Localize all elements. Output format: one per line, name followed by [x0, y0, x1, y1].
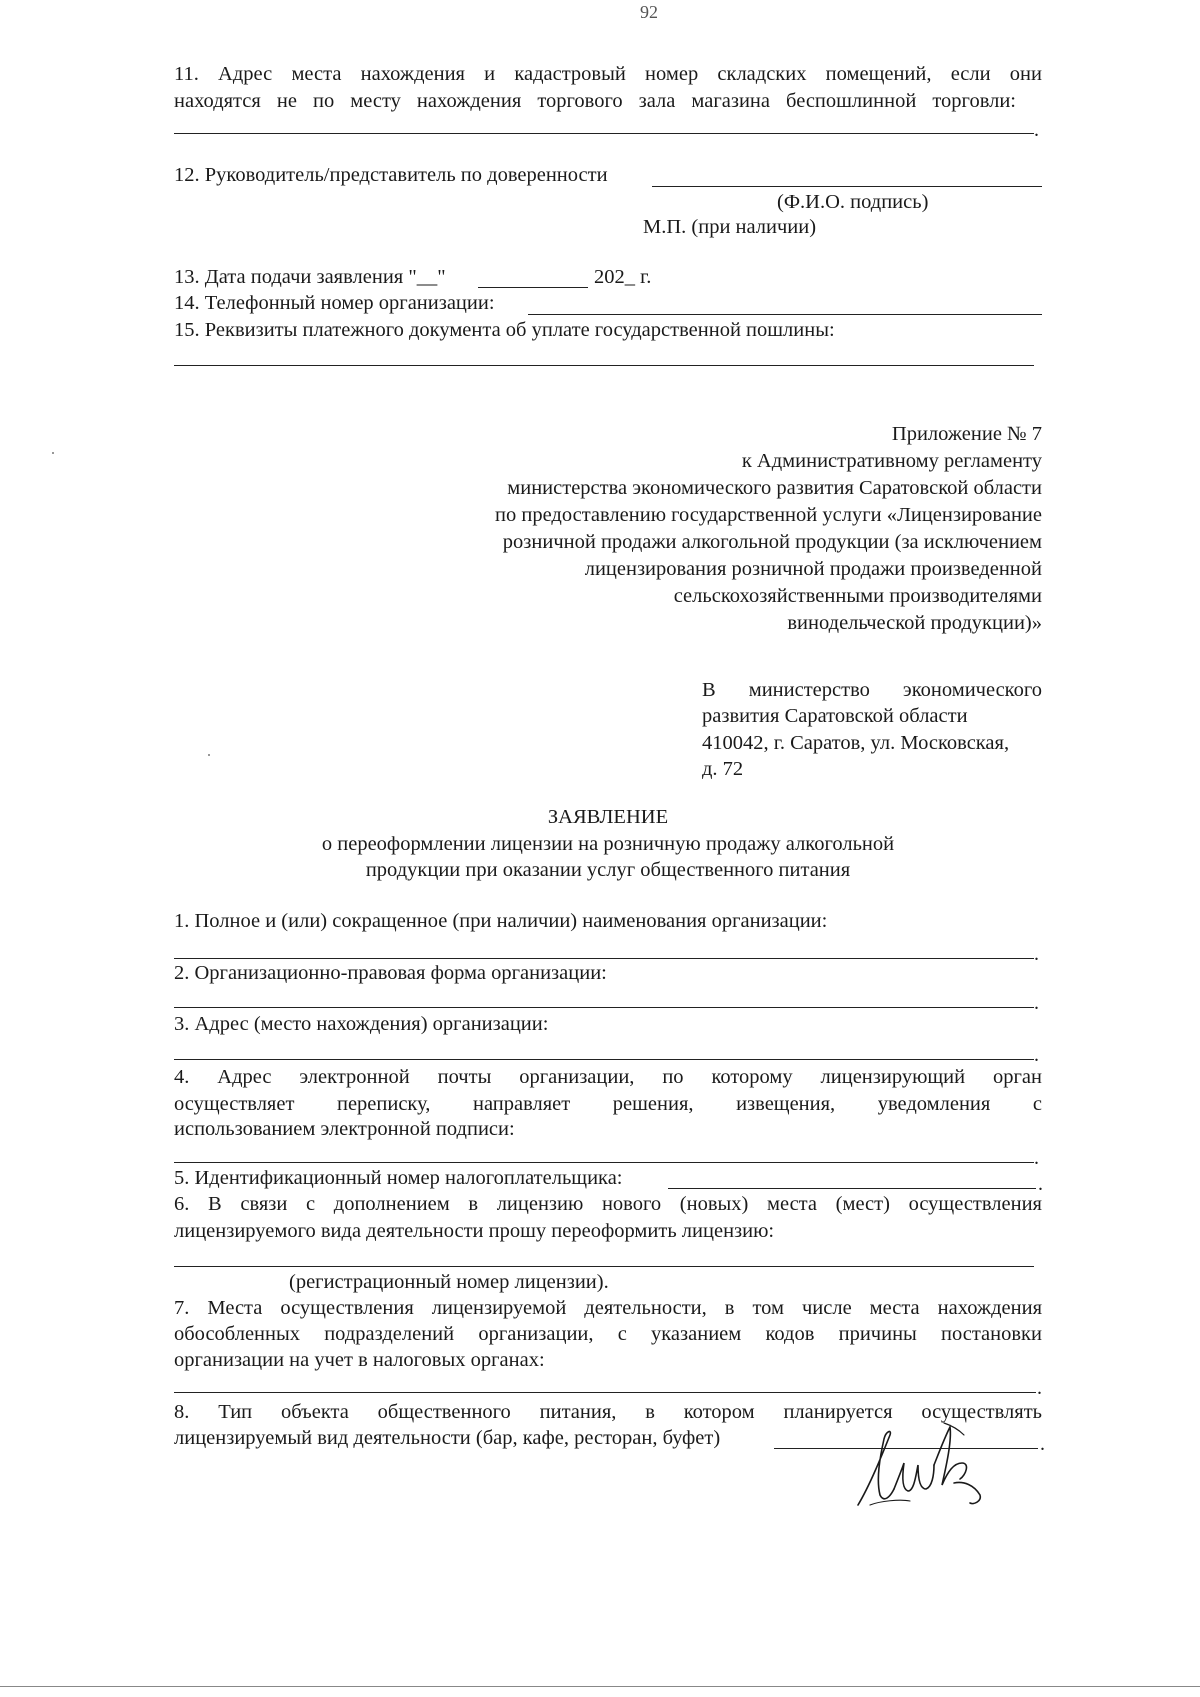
page-bottom-edge — [0, 1686, 1200, 1687]
item-13-label: 13. Дата подачи заявления "__" — [174, 266, 446, 288]
item-13-year: 202_ г. — [594, 266, 652, 288]
form-item-7-line-1: 7. Места осуществления лицензируемой деятельности, в том числе места нахождения — [174, 1297, 1042, 1319]
page-number: 92 — [640, 2, 658, 22]
form-item-4-line-1: 4. Адрес электронной почты организации, по которому лицензирующий орган — [174, 1066, 1042, 1088]
form-item-4-period: . — [1034, 1147, 1039, 1169]
scan-speck — [208, 754, 210, 756]
form-item-1: 1. Полное и (или) сокращенное (при наличии) наименования организации: — [174, 910, 828, 932]
form-item-5: 5. Идентификационный номер налогоплательщика: — [174, 1167, 623, 1189]
form-item-6-caption: (регистрационный номер лицензии). — [289, 1271, 609, 1293]
handwritten-signature — [840, 1405, 1000, 1525]
item-11-line-2: находятся не по месту нахождения торгового зала магазина беспошлинной торговли: — [174, 90, 1016, 112]
stamp-caption: М.П. (при наличии) — [643, 216, 817, 238]
appendix-line-6: лицензирования розничной продажи произведенной — [584, 558, 1042, 580]
item-12-fill-line — [652, 186, 1042, 187]
form-item-8-line-1: 8. Тип объекта общественного питания, в котором планируется осуществлять — [174, 1401, 1042, 1423]
document-title: ЗАЯВЛЕНИЕ — [547, 806, 669, 828]
form-item-2-period: . — [1034, 992, 1039, 1014]
form-item-7-line-3: организации на учет в налоговых органах: — [174, 1349, 545, 1371]
form-item-4-fill-line — [174, 1162, 1034, 1163]
item-12-caption: (Ф.И.О. подпись) — [777, 191, 929, 213]
item-15-label: 15. Реквизиты платежного документа об уплате государственной пошлины: — [174, 319, 835, 341]
item-14-fill-line — [528, 314, 1042, 315]
appendix-line-4: по предоставлению государственной услуги «Лицензирование — [495, 504, 1042, 526]
item-12-label: 12. Руководитель/представитель по доверенности — [174, 164, 608, 186]
item-14-label: 14. Телефонный номер организации: — [174, 292, 495, 314]
form-item-8-line-2: лицензируемый вид деятельности (бар, кафе, ресторан, буфет) — [174, 1427, 721, 1449]
item-11-period: . — [1034, 119, 1039, 141]
appendix-line-1: Приложение № 7 — [891, 423, 1042, 445]
appendix-line-5: розничной продажи алкогольной продукции (за исключением — [502, 531, 1042, 553]
form-item-4-line-3: использованием электронной подписи: — [174, 1118, 515, 1140]
addressee-line-4: д. 72 — [702, 758, 744, 780]
form-item-3-period: . — [1034, 1044, 1039, 1066]
form-item-6-line-1: 6. В связи с дополнением в лицензию нового (новых) места (мест) осуществления — [174, 1193, 1042, 1215]
addressee-line-2: развития Саратовской области — [702, 705, 968, 727]
form-item-7-line-2: обособленных подразделений организации, с указанием кодов причины постановки — [174, 1323, 1042, 1345]
form-item-7-period: . — [1037, 1377, 1042, 1399]
form-item-1-fill-line — [174, 958, 1034, 959]
item-15-fill-line — [174, 365, 1034, 366]
form-item-5-fill-line — [668, 1188, 1036, 1189]
form-item-1-period: . — [1034, 943, 1039, 965]
form-item-8-period: . — [1040, 1433, 1045, 1455]
form-item-5-period: . — [1038, 1173, 1043, 1195]
appendix-line-7: сельскохозяйственными производителями — [673, 585, 1042, 607]
scan-speck — [52, 452, 54, 454]
item-13-month-line — [478, 287, 588, 288]
document-subtitle-line-2: продукции при оказании услуг общественного питания — [365, 859, 851, 881]
appendix-block — [400, 421, 1042, 637]
appendix-line-2: к Административному регламенту — [741, 450, 1042, 472]
addressee-line-1: В министерство экономического — [702, 679, 1042, 701]
form-item-4-line-2: осуществляет переписку, направляет решения, извещения, уведомления с — [174, 1093, 1042, 1115]
form-item-7-fill-line — [174, 1392, 1036, 1393]
item-11-fill-line — [174, 133, 1034, 134]
document-subtitle-line-1: о переоформлении лицензии на розничную продажу алкогольной — [321, 833, 895, 855]
form-item-6-line-2: лицензируемого вида деятельности прошу переоформить лицензию: — [174, 1220, 775, 1242]
form-item-3: 3. Адрес (место нахождения) организации: — [174, 1013, 549, 1035]
form-item-3-fill-line — [174, 1059, 1034, 1060]
form-item-6-fill-line — [174, 1266, 1034, 1267]
addressee-line-3: 410042, г. Саратов, ул. Московская, — [702, 732, 1010, 754]
appendix-line-8: винодельческой продукции)» — [787, 612, 1042, 634]
form-item-2-fill-line — [174, 1007, 1034, 1008]
item-11-line-1: 11. Адрес места нахождения и кадастровый номер складских помещений, если они — [174, 63, 1042, 85]
appendix-line-3: министерства экономического развития Саратовской области — [507, 477, 1042, 499]
form-item-2: 2. Организационно-правовая форма организации: — [174, 962, 607, 984]
